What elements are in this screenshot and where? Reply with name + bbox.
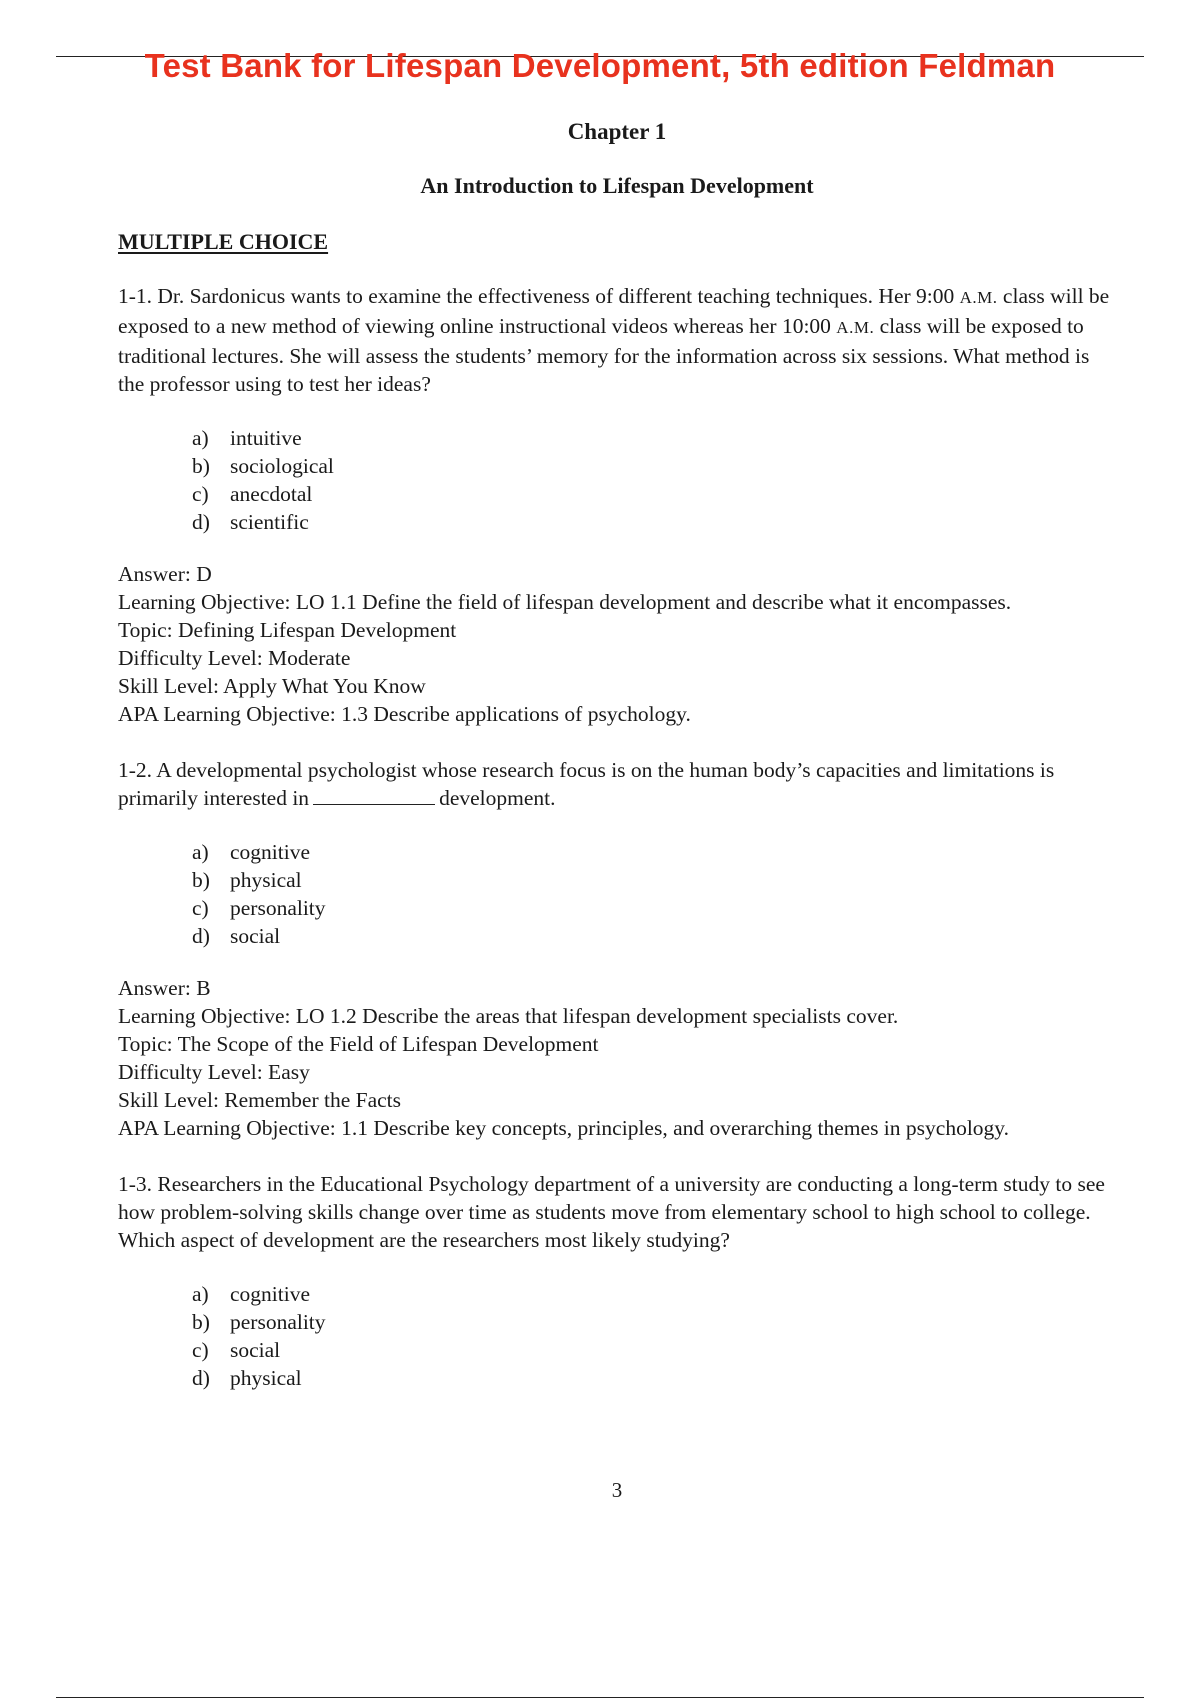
section-heading: MULTIPLE CHOICE [118, 229, 329, 254]
question-1-3-options [192, 1280, 1118, 1392]
bottom-rule [56, 1697, 1144, 1698]
learning-objective: Learning Objective: LO 1.1 Define the field of lifespan development and describe what it encompasses. [118, 590, 1012, 614]
option-item: b) personality [192, 1310, 326, 1334]
option-item: c) anecdotal [192, 482, 313, 506]
question-1-2-metadata [118, 974, 1118, 1142]
option-item: a) intuitive [192, 426, 302, 450]
page-number: 3 [611, 1478, 623, 1502]
learning-objective: Learning Objective: LO 1.2 Describe the areas that lifespan development specialists cover. [118, 1004, 899, 1028]
chapter-subtitle: An Introduction to Lifespan Development [420, 173, 814, 198]
skill-level: Skill Level: Apply What You Know [118, 674, 426, 698]
question-1-3-text: 1-3. Researchers in the Educational Psychology department of a university are conducting a long-term study to see how problem-solving skills change over time as students move from elementary school to high school to college. Which aspect of development are the researchers most likely studying? [118, 1172, 1105, 1252]
question-1-1-metadata [118, 560, 1118, 728]
option-item: d) scientific [192, 510, 309, 534]
answer: Answer: B [118, 976, 211, 1000]
difficulty-level: Difficulty Level: Easy [118, 1060, 310, 1084]
skill-level: Skill Level: Remember the Facts [118, 1088, 402, 1112]
question-1-2-options [192, 838, 1118, 950]
topic: Topic: The Scope of the Field of Lifespan Development [118, 1032, 599, 1056]
option-item: b) physical [192, 868, 302, 892]
fill-in-blank [313, 784, 435, 805]
apa-learning-objective: APA Learning Objective: 1.1 Describe key concepts, principles, and overarching themes in psychology. [118, 1116, 1010, 1140]
option-item: d) physical [192, 1366, 302, 1390]
option-item: d) social [192, 924, 281, 948]
answer: Answer: D [118, 562, 212, 586]
question-content [118, 282, 1118, 1416]
option-item: a) cognitive [192, 840, 311, 864]
difficulty-level: Difficulty Level: Moderate [118, 646, 351, 670]
option-item: b) sociological [192, 454, 334, 478]
option-item: c) personality [192, 896, 326, 920]
option-item: a) cognitive [192, 1282, 311, 1306]
apa-learning-objective: APA Learning Objective: 1.3 Describe applications of psychology. [118, 702, 691, 726]
topic: Topic: Defining Lifespan Development [118, 618, 457, 642]
test-bank-banner: Test Bank for Lifespan Development, 5th edition Feldman [144, 47, 1056, 84]
question-1-1-options [192, 424, 1118, 536]
chapter-title: Chapter 1 [567, 119, 667, 144]
question-1-2-text: 1-2. A developmental psychologist whose research focus is on the human body’s capacities and limitations is primarily interested in development. [118, 758, 1055, 810]
option-item: c) social [192, 1338, 281, 1362]
question-1-1-text: 1-1. Dr. Sardonicus wants to examine the effectiveness of different teaching techniques. Her 9:00 A.M. class will be exposed to a new method of viewing online instructional videos whereas her 10:00 A.M. class will be exposed to traditional lectures. She will assess the students’ memory for the information across six sessions. What method is the professor using to test her ideas? [118, 284, 1110, 396]
